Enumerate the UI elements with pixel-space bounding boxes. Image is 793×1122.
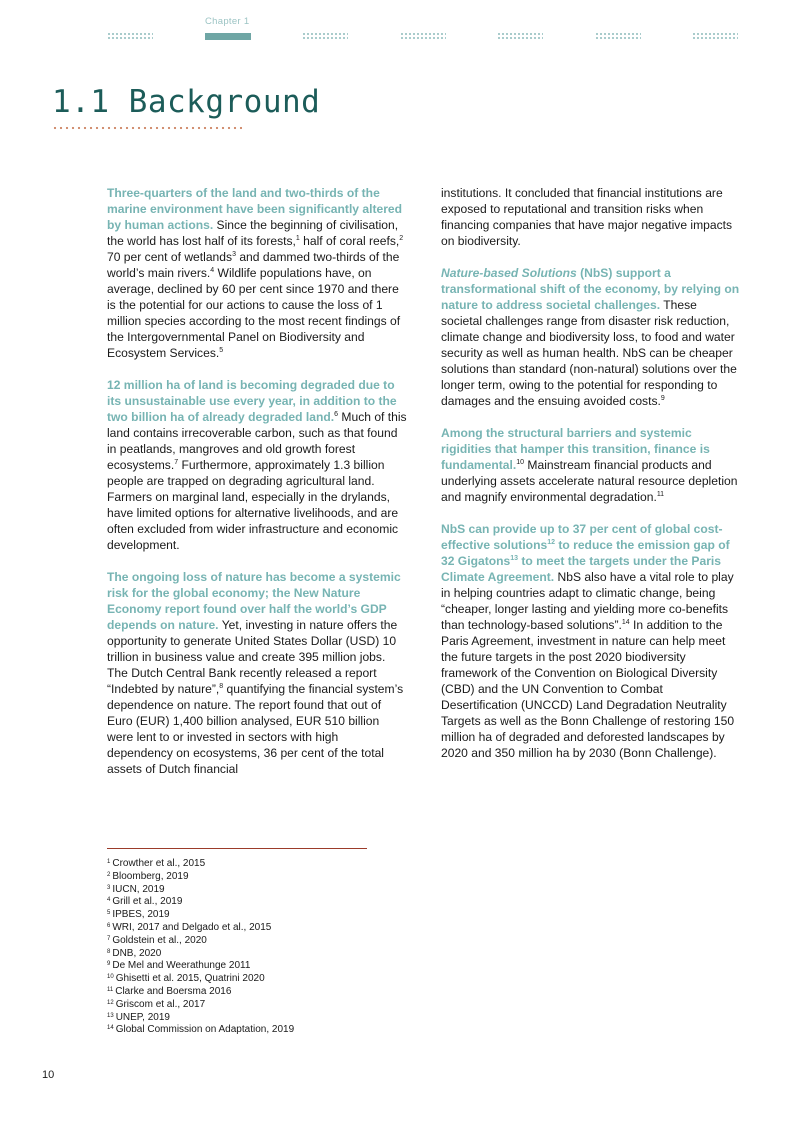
chapter-nav-item-2-active[interactable]	[205, 33, 251, 40]
footnote-ref[interactable]: 13	[510, 555, 519, 562]
footnote-list	[107, 858, 407, 1037]
heading-dot-rule	[52, 125, 242, 131]
paragraph-land-degradation: 12 million ha of land is becoming degraded due to its unsustainable use every year, in addition to the two billion ha of already degraded land.$^6$ Much of this land contains irrecoverable carbon, such as that found in peatlands, mangroves and old growth forest ecosystems.$^7$ Furthermore, approximately 1.3 billion people are trapped on degrading agricultural land. Farmers on marginal land, especially in the drylands, have limited options for alternative livelihoods, and are often excluded from wider infrastructure and economic development.	[107, 378, 407, 552]
footnote-item: $^{10}$ Ghisetti et al. 2015, Quatrini 2020	[107, 973, 265, 985]
paragraph-emission-gap: NbS can provide up to 37 per cent of global cost-effective solutions$^{12}$ to reduce the emission gap of 32 Gigatons$^{13}$ to meet the targets under the Paris Climate Agreement. NbS also have a vital role to play in helping countries adapt to climatic change, being “cheaper, longer lasting and yielding more co-benefits than technology-based solutions”.$^{14}$ In addition to the Paris Agreement, investment in nature can help meet the future targets in the post 2020 biodiversity framework of the Convention on Biological Diversity (CBD) and the UN Convention to Combat Desertification (UNCCD) Land Degradation Neutrality Targets as well as the Bonn Challenge of restoring 150 million ha of degraded and deforested landscapes by 2020 and 350 million ha by 2030 (Bonn Challenge).	[441, 522, 735, 760]
footnote-ref[interactable]: 5	[219, 347, 224, 354]
footnote-ref[interactable]: 8	[219, 683, 224, 690]
footnote-ref[interactable]: 7	[174, 459, 179, 466]
chapter-nav-item-3[interactable]	[302, 32, 348, 40]
footnote-item: $^8$ DNB, 2020	[107, 947, 162, 959]
footnote-ref[interactable]: 9	[660, 395, 665, 402]
section-title: Background	[128, 84, 321, 120]
paragraph-structural-barriers: Among the structural barriers and systemic rigidities that hamper this transition, finance is fundamental.$^{10}$ Mainstream financial products and underlying assets accelerate natural resource depletion and magnify environmental degradation.$^{11}$	[441, 426, 738, 504]
footnote-ref[interactable]: 1	[295, 235, 300, 242]
paragraph-systemic-risk: The ongoing loss of nature has become a systemic risk for the global economy; the New Nature Economy report found over half the world’s GDP depends on nature. Yet, investing in nature offers the opportunity to generate United States Dollar (USD) 10 trillion in business value and create 395 million jobs. The Dutch Central Bank recently released a report “Indebted by nature”,$^8$ quantifying the financial system’s dependence on nature. The report found that out of Euro (EUR) 1,400 billion analysed, EUR 510 billion were lent to or invested in sectors with high dependency on ecosystems, 36 per cent of the total assets of Dutch financial	[107, 570, 404, 776]
paragraph-land-marine: Three-quarters of the land and two-thirds of the marine environment have been significantly altered by human actions. Since the beginning of civilisation, the world has lost half of its forests,$^1$ half of coral reefs,$^2$ 70 per cent of wetlands$^3$ and dammed two-thirds of the world’s main rivers.$^4$ Wildlife populations have, on average, declined by 60 per cent since 1970 and there is the potential for our actions to cause the loss of 1 million species according to the most recent findings of the Intergovernmental Panel on Biodiversity and Ecosystem Services.$^5$	[107, 186, 404, 360]
footnote-ref[interactable]: 6	[334, 411, 339, 418]
footnote-item: $^4$ Grill et al., 2019	[107, 896, 183, 908]
section-number: 1.1	[52, 84, 110, 120]
paragraph-nbs: Nature-based Solutions (NbS) support a transformational shift of the economy, by relying on nature to address societal challenges. These societal challenges range from disaster risk reduction, climate change and biodiversity loss, to food and water security as well as human health. NbS can be cheaper solutions than standard (non-natural) solutions over the longer term, owing to the potential for responding to damages and the ensuing avoided costs.$^9$	[441, 266, 740, 408]
footnote-item: $^{12}$ Griscom et al., 2017	[107, 998, 206, 1010]
footnote-ref[interactable]: 12	[547, 539, 555, 546]
footnote-item: $^1$ Crowther et al., 2015	[107, 858, 206, 869]
chapter-label: Chapter 1	[205, 16, 250, 27]
footnote-ref[interactable]: 4	[210, 267, 215, 274]
footnote-item: $^{13}$ UNEP, 2019	[107, 1011, 170, 1023]
footnote-rule	[107, 848, 367, 849]
footnote-item: $^3$ IUCN, 2019	[107, 883, 165, 895]
highlight-text: (NbS) support a transformational shift of the economy, by relying on nature to address societal challenges.	[441, 266, 740, 312]
footnote-ref[interactable]: 2	[399, 235, 404, 242]
footnote-item: $^9$ De Mel and Weerathunge 2011	[107, 960, 251, 972]
footnote-item: $^6$ WRI, 2017 and Delgado et al., 2015	[107, 921, 272, 933]
page-number: 10	[42, 1069, 55, 1081]
highlight-text: Three-quarters of the land and two-thirds of the marine environment have been significantly altered by human actions.	[107, 186, 403, 232]
section-heading	[52, 84, 320, 120]
footnote-item: $^5$ IPBES, 2019	[107, 909, 170, 921]
right-column	[441, 185, 741, 777]
highlight-text: to meet the targets under the Paris Climate Agreement.	[441, 554, 721, 584]
chapter-nav-item-5[interactable]	[497, 32, 543, 40]
paragraph-continued: institutions. It concluded that financial institutions are exposed to reputational and transition risks when financing companies that have major negative impacts on biodiversity.	[441, 186, 733, 248]
left-column	[107, 185, 407, 793]
footnote-item: $^{11}$ Clarke and Boersma 2016	[107, 985, 232, 997]
footnote-ref[interactable]: 11	[656, 491, 665, 498]
highlight-text: to reduce the emission gap of 32 Gigatons	[441, 538, 730, 568]
footnote-item: $^7$ Goldstein et al., 2020	[107, 934, 207, 946]
footnote-ref[interactable]: 14	[621, 619, 630, 626]
chapter-nav-item-4[interactable]	[400, 32, 446, 40]
highlight-text: NbS can provide up to 37 per cent of global cost-effective solutions	[441, 522, 723, 552]
highlight-text: Nature-based Solutions	[441, 266, 577, 280]
chapter-nav-item-1[interactable]	[107, 32, 153, 40]
highlight-text: 12 million ha of land is becoming degraded due to its unsustainable use every year, in addition to the two billion ha of already degraded land.	[107, 378, 397, 424]
highlight-text: Among the structural barriers and systemic rigidities that hamper this transition, finance is fundamental.	[441, 426, 710, 472]
footnote-ref[interactable]: 10	[516, 459, 525, 466]
highlight-text: The ongoing loss of nature has become a systemic risk for the global economy; the New Nature Economy report found over half the world’s GDP depends on nature.	[107, 570, 401, 632]
chapter-nav-item-6[interactable]	[595, 32, 641, 40]
footnote-item: $^{14}$ Global Commission on Adaptation, 2019	[107, 1024, 295, 1036]
footnote-ref[interactable]: 3	[232, 251, 236, 258]
footnote-item: $^2$ Bloomberg, 2019	[107, 870, 189, 882]
chapter-nav-item-7[interactable]	[692, 32, 738, 40]
